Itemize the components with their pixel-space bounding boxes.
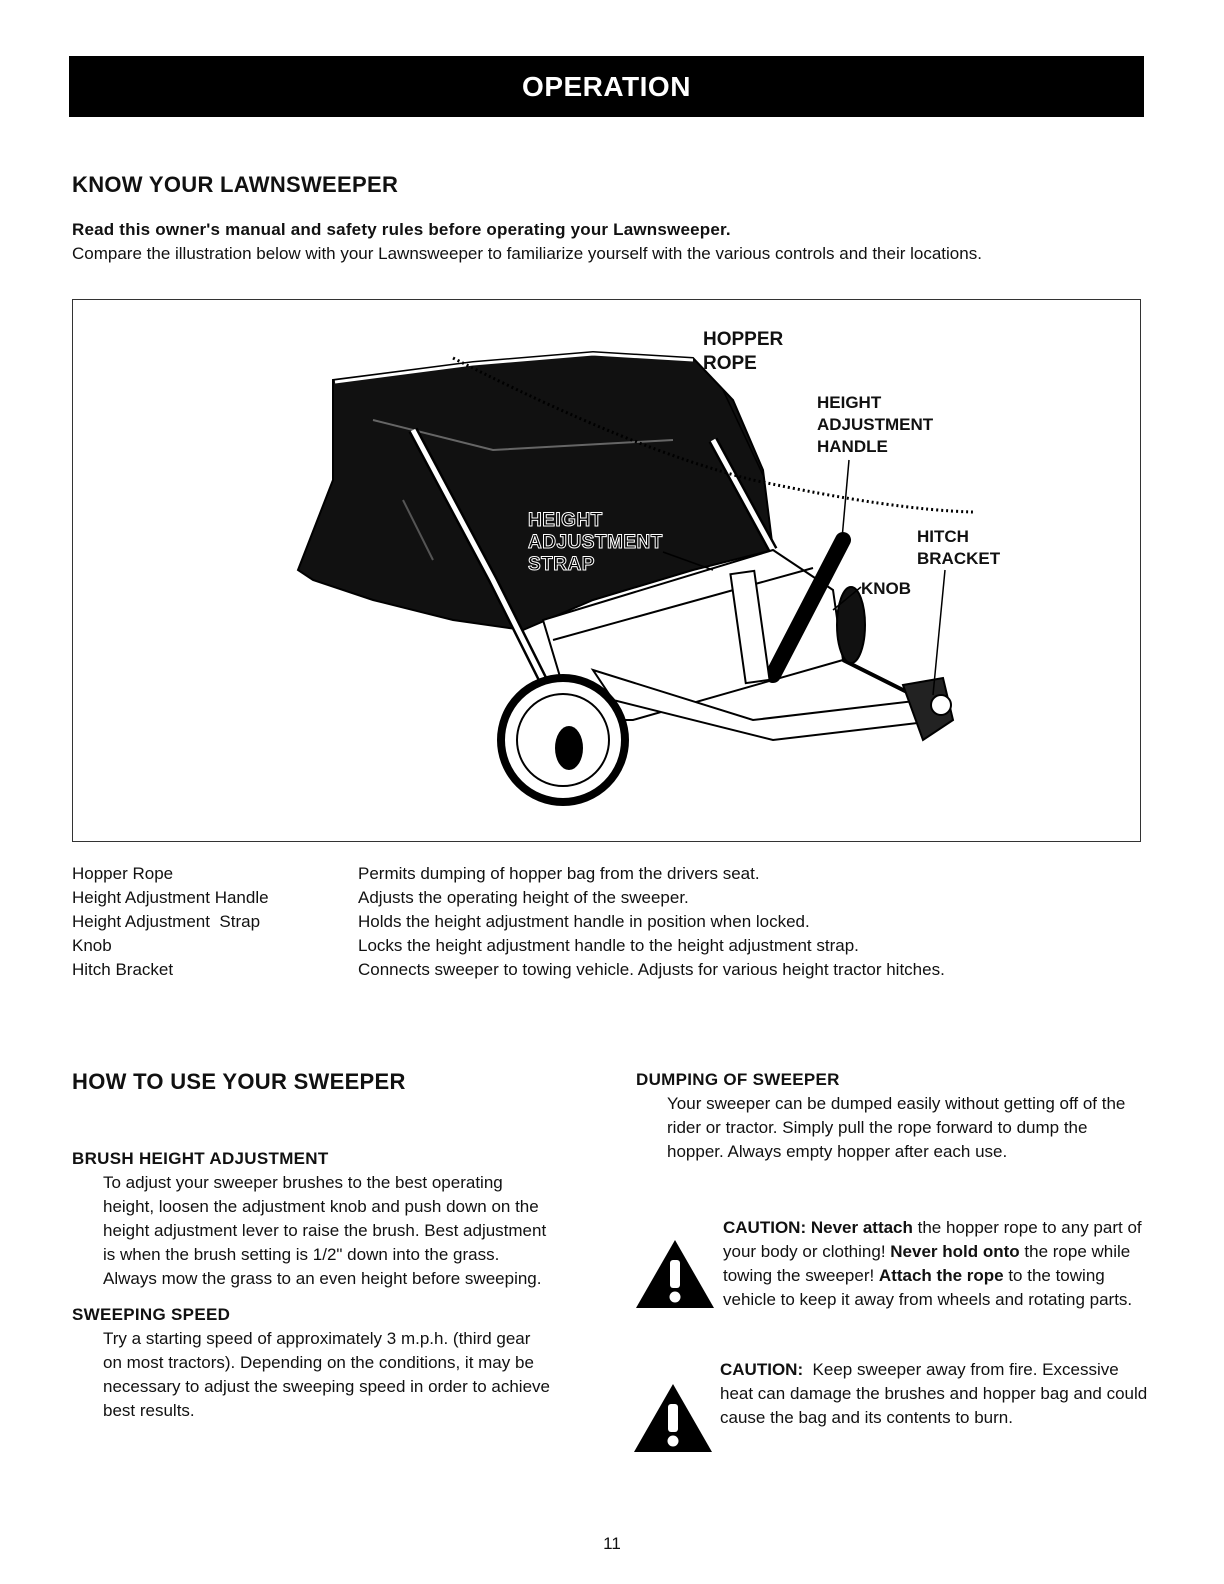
legend-desc: Adjusts the operating height of the sweeper.: [358, 888, 689, 907]
label-hitch-bracket: HITCH BRACKET: [917, 527, 1001, 568]
howto-heading: HOW TO USE YOUR SWEEPER: [72, 1069, 406, 1094]
label-height-adjustment-handle: HEIGHT ADJUSTMENT HANDLE: [817, 393, 934, 456]
left-wheel-hub: [555, 726, 583, 770]
legend-row: [72, 862, 1152, 886]
label-knob: KNOB: [861, 579, 912, 598]
caution-bold-3: Attach the rope: [878, 1266, 1004, 1285]
strap-line-1: HEIGHT: [528, 510, 603, 531]
label-height-adjustment-strap: [528, 510, 663, 576]
legend-row: [72, 910, 1152, 934]
page-number: 11: [603, 1534, 621, 1553]
caution-text-1: the hopper rope to any part of your body or clothing!: [723, 1218, 1142, 1261]
section-banner: OPERATION: [69, 56, 1144, 117]
hitch-pin: [931, 695, 951, 715]
legend-row: [72, 886, 1152, 910]
legend-desc: Permits dumping of hopper bag from the drivers seat.: [358, 864, 760, 883]
legend-term: Hopper Rope: [72, 864, 174, 883]
lawnsweeper-illustration: [72, 299, 1141, 842]
dumping-heading: DUMPING OF SWEEPER: [636, 1070, 840, 1089]
legend-term: Height Adjustment Strap: [72, 912, 261, 931]
caution-bold-2: Never hold onto: [890, 1242, 1020, 1261]
speed-text: Try a starting speed of approximately 3 m.p.h. (third gear on most tractors). Depending on the conditions, it may be necessary to adjust the sweeping speed in order to achieve best results.: [103, 1329, 550, 1420]
leader-hitch-bracket: [933, 570, 945, 695]
intro-bold: Read this owner's manual and safety rules before operating your Lawnsweeper.: [72, 220, 731, 239]
strap-line-2: ADJUSTMENT: [528, 532, 663, 553]
warning-icon: [632, 1382, 714, 1454]
dumping-column: [636, 1068, 1156, 1164]
intro-text: Compare the illustration below with your Lawnsweeper to familiarize yourself with the various controls and their locations.: [72, 244, 982, 263]
caution-fire: [720, 1358, 1150, 1430]
caution-text-3: to the towing vehicle to keep it away from wheels and rotating parts.: [723, 1266, 1133, 1309]
caution-label: CAUTION:: [723, 1218, 807, 1237]
warning-icon: [634, 1238, 716, 1310]
caution-label: CAUTION:: [720, 1360, 804, 1379]
caution-bold-1: Never attach: [810, 1218, 913, 1237]
parts-legend: [72, 862, 1152, 982]
howto-column: [72, 1147, 582, 1423]
brush-heading: BRUSH HEIGHT ADJUSTMENT: [72, 1149, 329, 1168]
legend-desc: Holds the height adjustment handle in position when locked.: [358, 912, 810, 931]
label-hopper-rope: HOPPER ROPE: [703, 329, 784, 374]
intro-block: [72, 218, 1152, 266]
legend-term: Knob: [72, 936, 112, 955]
legend-row: [72, 934, 1152, 958]
legend-term: Height Adjustment Handle: [72, 888, 269, 907]
caution-text-2: the rope while towing the sweeper!: [723, 1242, 1131, 1285]
know-heading: KNOW YOUR LAWNSWEEPER: [72, 172, 399, 197]
strap-line-3: STRAP: [528, 554, 595, 575]
legend-desc: Connects sweeper to towing vehicle. Adjusts for various height tractor hitches.: [358, 960, 945, 979]
caution-rope: [723, 1216, 1153, 1312]
legend-row: [72, 958, 1152, 982]
speed-heading: SWEEPING SPEED: [72, 1305, 231, 1324]
caution-fire-text: Keep sweeper away from fire. Excessive heat can damage the brushes and hopper bag and could cause the bag and its contents to burn.: [720, 1360, 1152, 1427]
dumping-text: Your sweeper can be dumped easily without getting off of the rider or tractor. Simply pull the rope forward to dump the hopper. Always empty hopper after each use.: [667, 1094, 1126, 1161]
legend-desc: Locks the height adjustment handle to the height adjustment strap.: [358, 936, 859, 955]
brush-text: To adjust your sweeper brushes to the best operating height, loosen the adjustment knob and push down on the height adjustment lever to raise the brush. Best adjustment is when the brush setting is 1/2" down into the grass. Always mow the grass to an even height before sweeping.: [103, 1173, 547, 1288]
legend-term: Hitch Bracket: [72, 960, 174, 979]
